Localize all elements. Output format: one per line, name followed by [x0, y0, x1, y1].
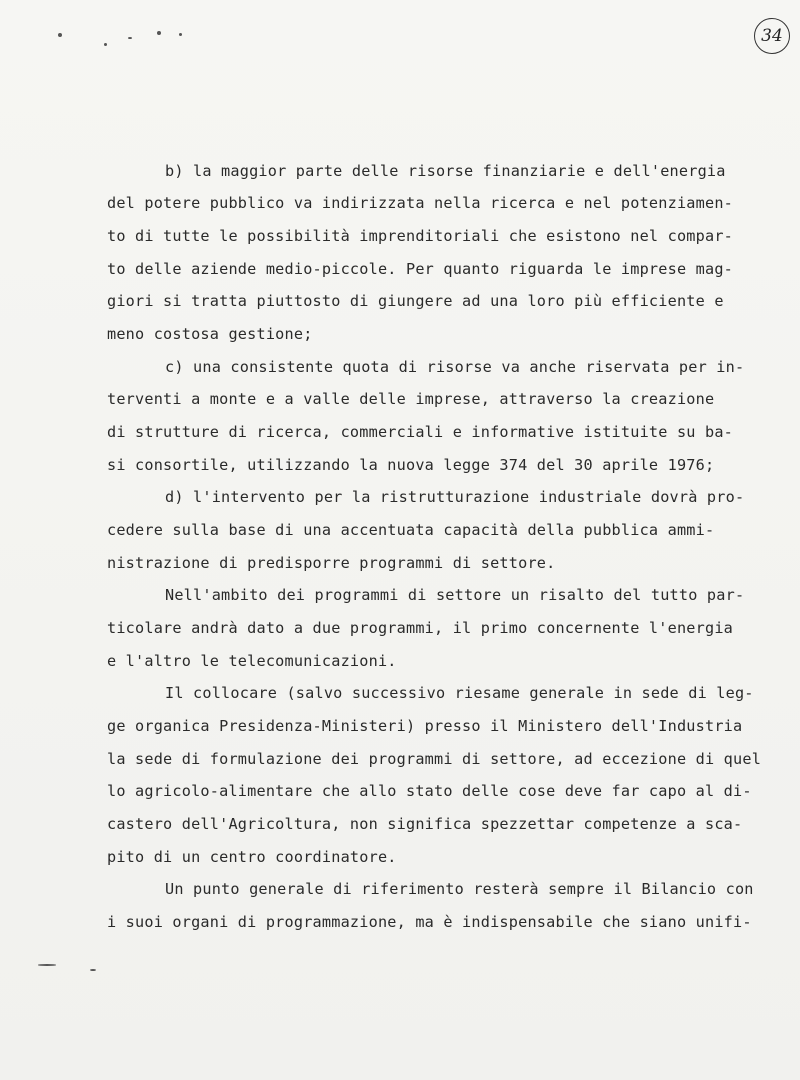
text-line: i suoi organi di programmazione, ma è indispensabile che siano unifi-: [107, 913, 752, 931]
text-line: del potere pubblico va indirizzata nella ricerca e nel potenziamen-: [107, 194, 734, 212]
scan-speck: [38, 964, 56, 966]
text-line: to delle aziende medio-piccole. Per quanto riguarda le imprese mag-: [107, 260, 734, 278]
text-line: d) l'intervento per la ristrutturazione industriale dovrà pro-: [165, 488, 745, 506]
text-line: c) una consistente quota di risorse va anche riservata per in-: [165, 358, 745, 376]
text-line: e l'altro le telecomunicazioni.: [107, 652, 397, 670]
text-line: Nell'ambito dei programmi di settore un risalto del tutto par-: [165, 586, 745, 604]
text-line: cedere sulla base di una accentuata capacità della pubblica ammi-: [107, 521, 715, 539]
scan-speck: [104, 43, 107, 46]
text-line: ticolare andrà dato a due programmi, il primo concernente l'energia: [107, 619, 734, 637]
text-line: Il collocare (salvo successivo riesame generale in sede di leg-: [165, 684, 754, 702]
text-line: nistrazione di predisporre programmi di settore.: [107, 554, 556, 572]
text-line: b) la maggior parte delle risorse finanziarie e dell'energia: [165, 162, 726, 180]
text-line: di strutture di ricerca, commerciali e informative istituite su ba-: [107, 423, 734, 441]
text-line: ge organica Presidenza-Ministeri) presso il Ministero dell'Industria: [107, 717, 743, 735]
text-line: lo agricolo-alimentare che allo stato delle cose deve far capo al di-: [107, 782, 752, 800]
text-line: castero dell'Agricoltura, non significa spezzettar competenze a sca-: [107, 815, 743, 833]
text-line: si consortile, utilizzando la nuova legge 374 del 30 aprile 1976;: [107, 456, 715, 474]
text-line: to di tutte le possibilità imprenditoriali che esistono nel compar-: [107, 227, 734, 245]
text-line: pito di un centro coordinatore.: [107, 848, 397, 866]
page-number-stamp: 34: [754, 18, 790, 54]
text-line: meno costosa gestione;: [107, 325, 313, 343]
scan-speck: [90, 969, 96, 971]
scan-speck: [128, 37, 132, 39]
text-line: terventi a monte e a valle delle imprese, attraverso la creazione: [107, 390, 715, 408]
text-line: giori si tratta piuttosto di giungere ad una loro più efficiente e: [107, 292, 724, 310]
text-line: la sede di formulazione dei programmi di settore, ad eccezione di quel: [107, 750, 762, 768]
scan-speck: [58, 33, 62, 37]
scan-speck: [179, 33, 182, 36]
text-line: Un punto generale di riferimento resterà sempre il Bilancio con: [165, 880, 754, 898]
scan-speck: [157, 31, 161, 35]
